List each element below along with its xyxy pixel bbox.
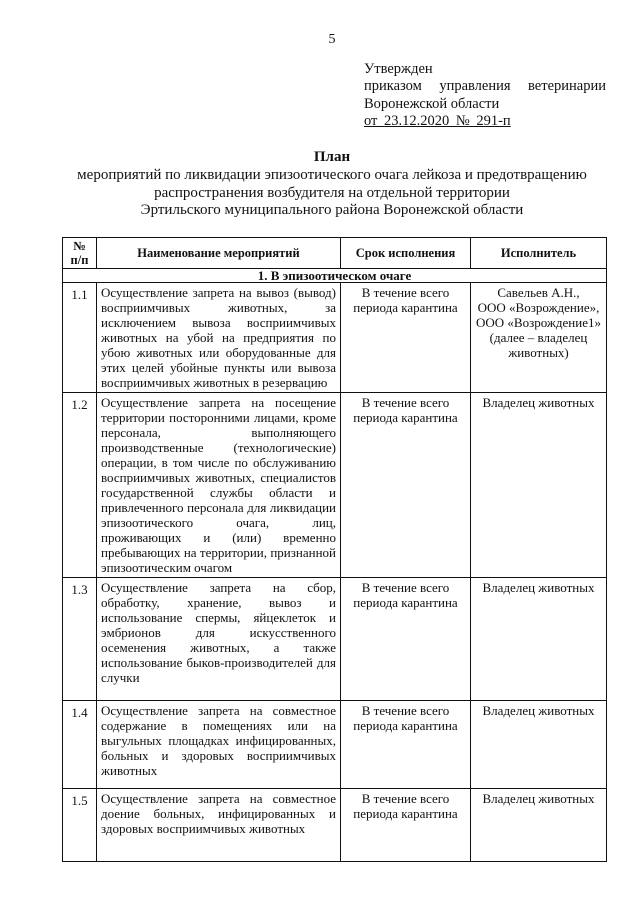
executor-line: Владелец животных — [482, 703, 595, 718]
executor-line: Савельев А.Н., — [497, 285, 580, 300]
measure-name: Осуществление запрета на совместное содержание в помещениях или на выгульных площадках инфицированных, больных и здоровых восприимчивых животных — [97, 701, 341, 789]
table-row — [63, 789, 607, 862]
table-header-row — [63, 238, 607, 269]
approval-line-region: Воронежской области — [364, 95, 500, 112]
approval-date-number: от 23.12.2020 № 291-п — [364, 113, 511, 130]
header-executor: Исполнитель — [471, 238, 607, 269]
table-row — [63, 283, 607, 393]
approval-line-order: приказом управления ветеринарии — [364, 78, 606, 95]
header-term: Срок исполнения — [341, 238, 471, 269]
document-title-block — [24, 147, 640, 220]
header-number-line: № — [73, 239, 86, 253]
header-number-line: п/п — [70, 253, 89, 267]
executor-line: Владелец животных — [482, 580, 595, 595]
measure-term: В течение всего периода карантина — [341, 283, 471, 393]
measure-term: В течение всего периода карантина — [341, 701, 471, 789]
measure-executor — [471, 701, 607, 789]
row-number: 1.3 — [63, 578, 97, 701]
document-subtitle-line: распространения возбудителя на отдельной территории — [154, 184, 510, 201]
executor-line: ООО «Возрождение», — [477, 300, 600, 315]
table-row — [63, 393, 607, 578]
measure-term: В течение всего периода карантина — [341, 789, 471, 862]
measure-executor — [471, 393, 607, 578]
row-number: 1.5 — [63, 789, 97, 862]
document-subtitle-line: Эртильского муниципального района Воронежской области — [140, 202, 524, 219]
executor-line: Владелец животных — [482, 395, 595, 410]
table-row — [63, 701, 607, 789]
measure-executor — [471, 283, 607, 393]
page-number: 5 — [328, 32, 336, 47]
measure-name: Осуществление запрета на сбор, обработку, хранение, вывоз и использование спермы, яйцеклеток и эмбрионов для искусственного осеменения животных, а также использование быков-производителей для случки — [97, 578, 341, 701]
measure-name: Осуществление запрета на вывоз (вывод) восприимчивых животных, за исключением вывоза восприимчивых животных на убой на предприятия по убою животных или оборудованные для этих целей убойные пункты или вывоза восприимчивых животных в резервацию — [97, 283, 341, 393]
row-number: 1.2 — [63, 393, 97, 578]
measures-table — [62, 237, 607, 862]
table-row — [63, 578, 607, 701]
approval-block — [364, 61, 606, 131]
row-number: 1.1 — [63, 283, 97, 393]
measure-name: Осуществление запрета на совместное доение больных, инфицированных и здоровых восприимчивых животных — [97, 789, 341, 862]
measure-executor — [471, 789, 607, 862]
measure-name: Осуществление запрета на посещение территории посторонними лицами, кроме персонала, выполняющего производственные (технологические) операции, в том числе по обслуживанию восприимчивых животных, специалистов государственной службы области и привлеченного персонала для ликвидации эпизоотического очага, лиц, проживающих и (или) временно пребывающих на территории, признанной эпизоотическим очагом — [97, 393, 341, 578]
header-measure-name: Наименование мероприятий — [97, 238, 341, 269]
executor-line: Владелец животных — [482, 791, 595, 806]
executor-line: (далее – владелец животных) — [489, 330, 588, 360]
measure-term: В течение всего периода карантина — [341, 393, 471, 578]
executor-line: ООО «Возрождение1» — [476, 315, 601, 330]
header-number — [63, 238, 97, 269]
table-section-row — [63, 269, 607, 283]
document-subtitle-line: мероприятий по ликвидации эпизоотического очага лейкоза и предотвращению — [77, 167, 587, 183]
row-number: 1.4 — [63, 701, 97, 789]
measure-executor — [471, 578, 607, 701]
document-title: План — [313, 149, 351, 165]
approval-line-approved: Утвержден — [364, 61, 433, 77]
measure-term: В течение всего периода карантина — [341, 578, 471, 701]
section-title: 1. В эпизоотическом очаге — [63, 269, 607, 283]
